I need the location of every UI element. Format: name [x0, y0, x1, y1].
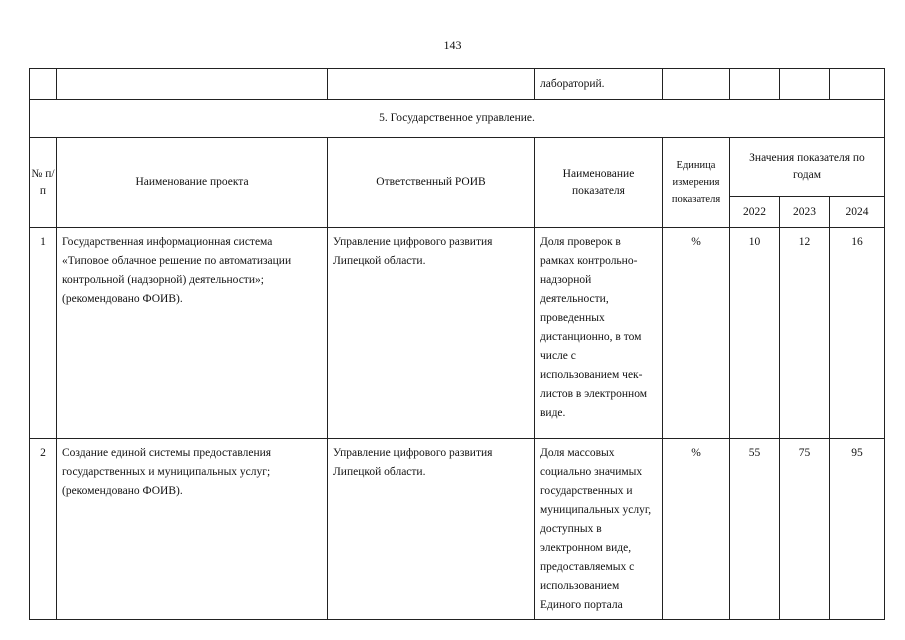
row-project: Государственная информационная система «Типовое облачное решение по автоматизации контрольной (надзорной) деятельности»; (рекомендовано ФОИВ). — [57, 228, 328, 439]
row-indicator: Доля проверок в рамках контрольно-надзорной деятельности, проведенных дистанционно, в том числе с использованием чек-листов в электронном виде. — [535, 228, 663, 439]
header-indicator: Наименование показателя — [535, 138, 663, 228]
row-value-2022: 10 — [730, 228, 780, 439]
header-row — [30, 138, 885, 197]
header-year: 2024 — [830, 197, 885, 228]
row-roiv: Управление цифрового развития Липецкой области. — [328, 228, 535, 439]
row-value-2023: 75 — [780, 439, 830, 620]
header-project: Наименование проекта — [57, 138, 328, 228]
header-year: 2023 — [780, 197, 830, 228]
page-number: 143 — [443, 38, 462, 52]
row-indicator: Доля массовых социально значимых государственных и муниципальных услуг, доступных в электронном виде, предоставляемых с использованием Единого портала — [535, 439, 663, 620]
header-roiv: Ответственный РОИВ — [328, 138, 535, 228]
indicators-table — [29, 68, 885, 620]
table-row — [30, 439, 885, 620]
header-values-by-year: Значения показателя по годам — [730, 138, 885, 197]
header-year: 2022 — [730, 197, 780, 228]
continuation-text: лабораторий. — [535, 69, 663, 100]
section-row — [30, 100, 885, 138]
row-value-2022: 55 — [730, 439, 780, 620]
continuation-row — [30, 69, 885, 100]
table-row — [30, 228, 885, 439]
row-project: Создание единой системы предоставления государственных и муниципальных услуг; (рекомендовано ФОИВ). — [57, 439, 328, 620]
row-value-2024: 95 — [830, 439, 885, 620]
row-num: 1 — [30, 228, 57, 439]
row-roiv: Управление цифрового развития Липецкой области. — [328, 439, 535, 620]
row-value-2024: 16 — [830, 228, 885, 439]
row-unit: % — [663, 228, 730, 439]
section-title: 5. Государственное управление. — [30, 100, 885, 138]
row-value-2023: 12 — [780, 228, 830, 439]
header-unit: Единица измерения показателя — [663, 138, 730, 228]
header-num: № п/п — [30, 138, 57, 228]
row-unit: % — [663, 439, 730, 620]
row-num: 2 — [30, 439, 57, 620]
